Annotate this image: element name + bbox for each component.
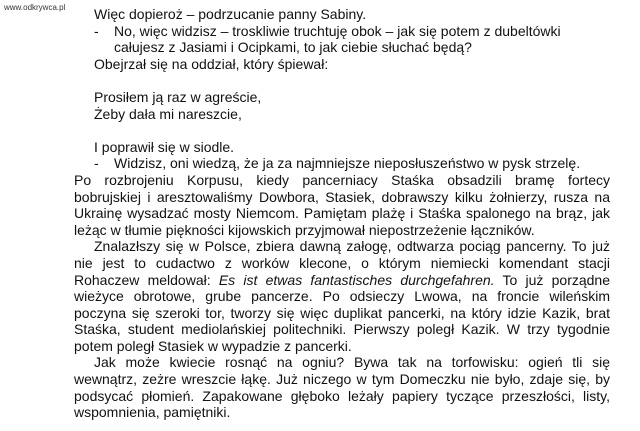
paragraph-line: Jak może kwiecie rosnąć na ogniu? Bywa tak na torfowisku: ogień tli się bbox=[94, 354, 610, 371]
paragraph-line: wewnątrz, zeżre wreszcie łąkę. Już niczego w tym Domeczku nie było, zdaje się, by bbox=[74, 371, 610, 388]
dialogue-text: No, więc widzisz – troskliwie truchtuję obok – jak się potem z dubeltówki bbox=[114, 22, 561, 39]
text-line: Więc dopieroż – podrzucanie panny Sabiny. bbox=[94, 6, 367, 22]
text-line: Obejrzał się na oddział, który śpiewał: bbox=[94, 55, 329, 72]
paragraph-line: nie jest to cudactwo z worków klecone, o którym niemiecki komendant stacji bbox=[74, 254, 610, 271]
paragraph-line: wspomnienia, pamiętniki. bbox=[74, 404, 231, 421]
paragraph-line: Znalazłszy się w Polsce, zbiera dawną załogę, odtwarza pociąg pancerny. To już bbox=[94, 238, 610, 255]
paragraph-line: Staśka, student mediolańskiej politechniki. Pierwszy poległ Kazik. W trzy tygodnie bbox=[74, 321, 610, 338]
paragraph-line: bobrujskiej i aresztowaliśmy Dowbora, Stasiek, dobrawszy kilku żołnierzy, rusza na bbox=[74, 188, 610, 205]
watermark: www.odkrywca.pl bbox=[4, 3, 66, 12]
text-fragment: Rohaczew meldował: bbox=[74, 271, 219, 288]
text-fragment: To już porządne bbox=[494, 271, 611, 288]
paragraph-line: podsycać płomień. Zapakowane głęboko leżały papiery tyczące przeszłości, listy, bbox=[74, 387, 610, 404]
paragraph-line: poczyna się szeroki tor, tworzy się więc duplikat pancerki, na który idzie Kazik, brat bbox=[74, 304, 610, 321]
blank-line bbox=[74, 122, 610, 139]
text-line: całujesz z Jasiami i Ocipkami, to jak ciebie słuchać będą? bbox=[114, 39, 472, 56]
verse-line: Prosiłem ją raz w agreście, bbox=[94, 88, 262, 105]
verse-line: Żeby dała mi nareszcie, bbox=[94, 105, 242, 122]
text-line: I poprawił się w siodle. bbox=[94, 138, 235, 155]
dialogue-dash: - bbox=[94, 155, 99, 172]
paragraph-line: potem poległ Stasiek w wypadzie z pancerki. bbox=[74, 337, 352, 354]
dialogue-dash: - bbox=[94, 22, 99, 39]
paragraph-line bbox=[74, 272, 610, 289]
dialogue-text: Widzisz, oni wiedzą, że ja za najmniejsze nieposłuszeństwo w pysk strzelę. bbox=[114, 155, 581, 172]
dialogue-line bbox=[74, 155, 610, 172]
paragraph-line: wieżyce obrotowe, grube pancerze. Po odsieczy Lwowa, na froncie wileńskim bbox=[74, 288, 610, 305]
paragraph-line: Ukrainę wysadzać mosty Niemcom. Pamiętam plażę i Staśka spalonego na brąz, jak bbox=[74, 205, 610, 222]
italic-quote: Es ist etwas fantastisches durchgefahren. bbox=[218, 271, 495, 288]
blank-line bbox=[74, 72, 610, 89]
paragraph-line: Po rozbrojeniu Korpusu, kiedy pancerniacy Staśka obsadzili bramę fortecy bbox=[74, 171, 610, 188]
paragraph-line: leżąc w tłumie piękności kijowskich przyjmował niepostrzeżenie łączników. bbox=[74, 221, 535, 238]
dialogue-line bbox=[74, 23, 610, 40]
document-body bbox=[74, 6, 610, 421]
